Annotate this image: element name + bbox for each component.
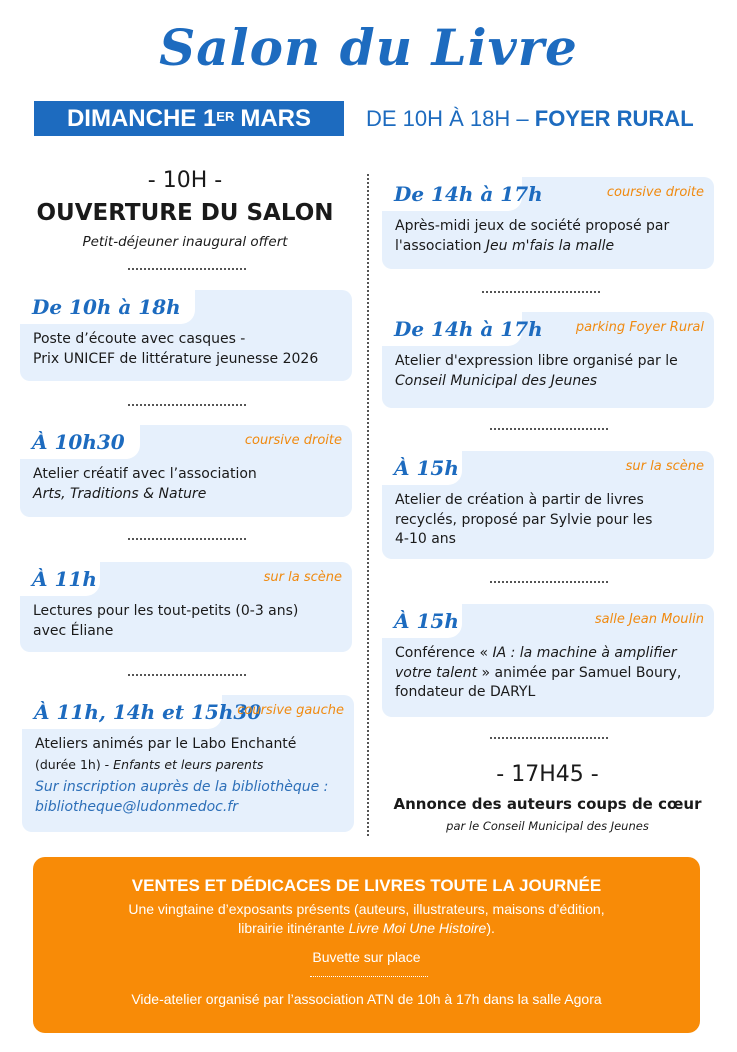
event-line-italic: Enfants et leurs parents (113, 756, 264, 772)
date-badge (34, 101, 344, 136)
closing-subtitle: par le Conseil Municipal des Jeunes (446, 819, 649, 833)
event-time: De 14h à 17h (382, 312, 522, 346)
event-line: Atelier créatif avec l’association (33, 466, 257, 482)
event-line: Prix UNICEF de littérature jeunesse 2026 (33, 350, 319, 367)
dotted-separator (490, 428, 608, 430)
opening-time: - 10H - (147, 168, 223, 193)
banner-line: Une vingtaine d’exposants présents (auteurs, illustrateurs, maisons d’édition, (128, 901, 605, 917)
event-line-italic: IA : la machine à amplifier (492, 645, 677, 661)
event-location: coursive droite (606, 185, 704, 200)
registration-email[interactable]: bibliotheque@ludonmedoc.fr (35, 798, 238, 815)
date-day: DIMANCHE 1 (66, 104, 217, 132)
sales-banner (33, 857, 700, 1033)
event-description (395, 352, 704, 391)
event-line-italic: votre talent (395, 664, 478, 681)
event-line: Ateliers animés par le Labo Enchanté (35, 736, 297, 752)
banner-line: ). (486, 920, 495, 936)
event-line: Atelier de création à partir de livres (395, 492, 644, 508)
event-line: Lectures pour les tout-petits (0-3 ans) (33, 603, 299, 619)
event-description (35, 735, 344, 817)
event-time: À 15h (382, 604, 462, 638)
event-location: parking Foyer Rural (575, 320, 704, 335)
event-description (33, 602, 342, 641)
event-location: coursive droite (244, 433, 342, 448)
dotted-separator (490, 581, 608, 583)
event-line: l'association (395, 237, 486, 254)
event-location: coursive gauche (237, 703, 344, 718)
event-card (20, 425, 352, 517)
opening-title: OUVERTURE DU SALON (36, 200, 334, 226)
banner-description (33, 900, 700, 938)
event-description (33, 330, 342, 369)
buvette-note: Buvette sur place (312, 949, 421, 965)
closing-title: Annonce des auteurs coups de cœur (393, 795, 702, 813)
event-line: Poste d’écoute avec casques - (33, 331, 246, 347)
event-card (382, 177, 714, 269)
event-time: De 14h à 17h (382, 177, 522, 211)
event-time: De 10h à 18h (20, 290, 195, 324)
event-line: (durée 1h) - (35, 756, 114, 772)
event-line: 4-10 ans (395, 531, 456, 547)
opening-subtitle: Petit-déjeuner inaugural offert (82, 234, 288, 250)
dotted-separator (128, 268, 246, 270)
hours-venue (366, 106, 694, 132)
event-time: À 15h (382, 451, 462, 485)
closing-time: - 17H45 - (496, 762, 599, 787)
event-location: sur la scène (625, 459, 704, 474)
event-location: salle Jean Moulin (594, 612, 704, 627)
hours: DE 10H À 18H – (366, 105, 535, 131)
dotted-separator (310, 976, 428, 977)
event-line: fondateur de DARYL (395, 684, 536, 700)
event-line: recyclés, proposé par Sylvie pour les (395, 511, 653, 528)
event-time: À 11h, 14h et 15h30 (22, 695, 222, 729)
event-card (382, 312, 714, 408)
event-card (22, 695, 354, 832)
event-time: À 10h30 (20, 425, 140, 459)
event-card (20, 562, 352, 652)
event-line-italic: Jeu m'fais la malle (485, 237, 615, 254)
dotted-separator (128, 404, 246, 406)
dotted-separator (128, 674, 246, 676)
venue: FOYER RURAL (534, 105, 694, 131)
banner-line-italic: Livre Moi Une Histoire (348, 920, 487, 936)
event-line: avec Éliane (33, 622, 114, 639)
registration-note: Sur inscription auprès de la bibliothèque : (35, 779, 329, 795)
banner-line: librairie itinérante (238, 920, 349, 936)
dotted-separator (128, 538, 246, 540)
event-location: sur la scène (263, 570, 342, 585)
event-line-italic: Conseil Municipal des Jeunes (395, 372, 598, 389)
event-time: À 11h (20, 562, 100, 596)
vide-atelier-note: Vide-atelier organisé par l’association ATN de 10h à 17h dans la salle Agora (131, 991, 602, 1007)
event-card (20, 290, 352, 381)
date-bar (34, 101, 694, 136)
column-divider (367, 174, 369, 836)
event-line: Conférence « (395, 645, 493, 661)
event-description (395, 491, 704, 550)
event-line-italic: Arts, Traditions & Nature (33, 485, 207, 502)
page-title: Salon du Livre (159, 18, 578, 77)
event-card (382, 604, 714, 717)
dotted-separator (490, 737, 608, 739)
event-description (33, 465, 342, 504)
event-line: Après-midi jeux de société proposé par (395, 218, 670, 234)
event-description (395, 217, 704, 256)
dotted-separator (482, 291, 600, 293)
banner-title: VENTES ET DÉDICACES DE LIVRES TOUTE LA JOURNÉE (131, 876, 602, 895)
date-sup: ER (216, 109, 235, 124)
date-month: MARS (240, 104, 312, 132)
event-line: Atelier d'expression libre organisé par le (395, 353, 678, 369)
event-description (395, 644, 704, 703)
event-line: » animée par Samuel Boury, (477, 664, 682, 681)
event-card (382, 451, 714, 559)
